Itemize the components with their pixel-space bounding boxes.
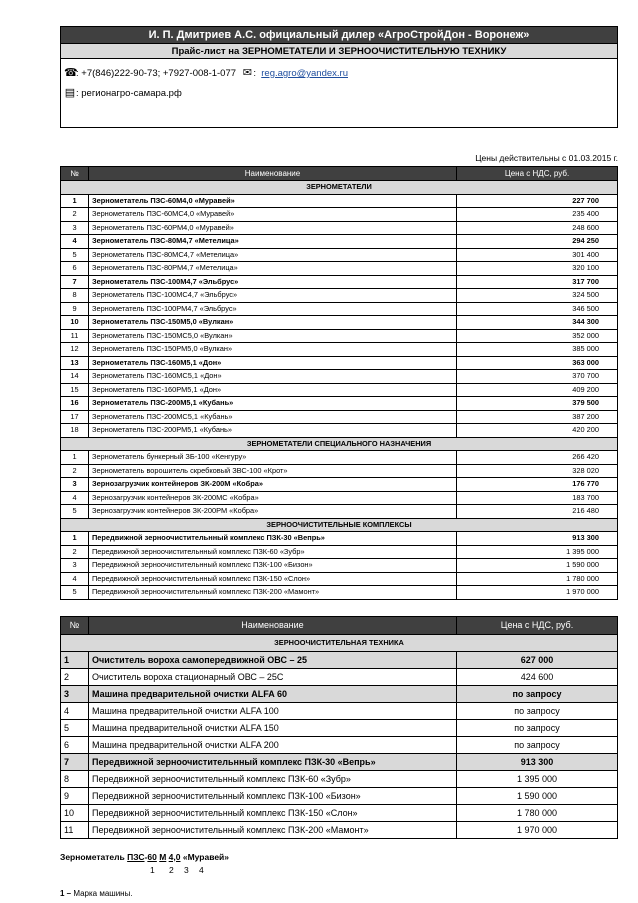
row-number: 9: [61, 302, 89, 316]
product-name: Зернометатель ПЗС-100МС4,7 «Эльбрус»: [89, 289, 457, 303]
mark-3: 3: [184, 864, 189, 875]
table-row: [61, 329, 618, 343]
table-row: [61, 410, 618, 424]
table-row: [61, 464, 618, 478]
mail-icon: ✉: [242, 67, 252, 79]
dealer-title: И. П. Дмитриев А.С. официальный дилер «АгроСтройДон - Воронеж»: [61, 27, 618, 44]
product-price: 1 970 000: [457, 821, 618, 838]
table-row: [61, 804, 618, 821]
col-name: Наименование: [89, 616, 457, 634]
product-name: Очиститель вороха самопередвижной ОВС – 25: [89, 651, 457, 668]
table-row: [61, 397, 618, 411]
product-price: 420 200: [457, 424, 618, 438]
product-name: Зернометатель ПЗС-200М5,1 «Кубань»: [89, 397, 457, 411]
product-name: Зернометатель ПЗС-80РМ4,7 «Метелица»: [89, 262, 457, 276]
computer-icon: ▤: [64, 87, 76, 99]
product-name: Зернометатель ПЗС-100РМ4,7 «Эльбрус»: [89, 302, 457, 316]
row-number: 1: [61, 194, 89, 208]
section-title: ЗЕРНОМЕТАТЕЛИ СПЕЦИАЛЬНОГО НАЗНАЧЕНИЯ: [61, 437, 618, 451]
row-number: 8: [61, 289, 89, 303]
product-price: по запросу: [457, 702, 618, 719]
table-row: [61, 262, 618, 276]
product-price: 1 780 000: [457, 804, 618, 821]
table-row: [61, 343, 618, 357]
product-name: Зернометатель ПЗС-60МС4,0 «Муравей»: [89, 208, 457, 222]
row-number: 4: [61, 235, 89, 249]
row-number: 2: [61, 208, 89, 222]
product-name: Передвижной зерноочистительнный комплекс ПЗК-60 «Зубр»: [89, 545, 457, 559]
decode-prefix: Зернометатель: [60, 851, 128, 862]
row-number: 3: [61, 221, 89, 235]
model-decode: [60, 851, 618, 863]
row-number: 13: [61, 356, 89, 370]
table-row: [61, 702, 618, 719]
decode-part-4: 4,0: [168, 851, 181, 862]
col-price: Цена с НДС, руб.: [457, 616, 618, 634]
price-list-subtitle: Прайс-лист на ЗЕРНОМЕТАТЕЛИ И ЗЕРНООЧИСТИТЕЛЬНУЮ ТЕХНИКУ: [61, 44, 618, 59]
table-row: [61, 505, 618, 519]
row-number: 2: [61, 545, 89, 559]
product-price: 320 100: [457, 262, 618, 276]
decode-part-3: М: [159, 851, 167, 862]
section-row: [61, 634, 618, 651]
table-row: [61, 545, 618, 559]
price-table-2: [60, 616, 618, 839]
product-price: 379 500: [457, 397, 618, 411]
table-row: [61, 491, 618, 505]
contact-line: [64, 63, 614, 83]
product-price: 183 700: [457, 491, 618, 505]
col-name: Наименование: [89, 167, 457, 181]
table-row: [61, 651, 618, 668]
product-price: 346 500: [457, 302, 618, 316]
site-line: [64, 83, 614, 103]
table-row: [61, 572, 618, 586]
section-title: ЗЕРНОМЕТАТЕЛИ: [61, 181, 618, 195]
product-price: 1 395 000: [457, 545, 618, 559]
row-number: 4: [61, 572, 89, 586]
mark-2: 2: [169, 864, 174, 875]
row-number: 6: [61, 736, 89, 753]
row-number: 11: [61, 821, 89, 838]
product-name: Передвижной зерноочистительнный комплекс ПЗК-100 «Бизон»: [89, 787, 457, 804]
table-row: [61, 383, 618, 397]
product-price: 248 600: [457, 221, 618, 235]
mark-4: 4: [199, 864, 204, 875]
row-number: 3: [61, 478, 89, 492]
section-title: ЗЕРНООЧИСТИТЕЛЬНЫЕ КОМПЛЕКСЫ: [61, 518, 618, 532]
price-list-page: [60, 26, 618, 898]
product-price: 1 970 000: [457, 586, 618, 600]
product-price: 1 590 000: [457, 787, 618, 804]
product-price: 176 770: [457, 478, 618, 492]
product-name: Передвижной зерноочистительнный комплекс ПЗК-200 «Мамонт»: [89, 821, 457, 838]
decode-part-2: 60: [147, 851, 157, 862]
row-number: 14: [61, 370, 89, 384]
legend-text: Марка машины.: [71, 888, 133, 898]
product-price: 301 400: [457, 248, 618, 262]
product-price: 317 700: [457, 275, 618, 289]
product-price: 385 000: [457, 343, 618, 357]
row-number: 5: [61, 248, 89, 262]
decode-suffix: «Муравей»: [180, 851, 229, 862]
table-row: [61, 787, 618, 804]
site: : регионагро-самара.рф: [76, 88, 182, 99]
table-row: [61, 559, 618, 573]
product-name: Зернометатель ПЗС-60М4,0 «Муравей»: [89, 194, 457, 208]
row-number: 5: [61, 719, 89, 736]
validity-note: Цены действительны с 01.03.2015 г.: [475, 153, 618, 163]
table-row: [61, 736, 618, 753]
table-row: [61, 221, 618, 235]
table-row: [61, 451, 618, 465]
row-number: 1: [61, 451, 89, 465]
product-price: 324 500: [457, 289, 618, 303]
product-name: Зернометатель ПЗС-150РМ5,0 «Вулкан»: [89, 343, 457, 357]
phone-icon: ☎: [64, 67, 78, 79]
section-row: [61, 518, 618, 532]
row-number: 4: [61, 491, 89, 505]
decode-marks: [60, 863, 618, 877]
row-number: 2: [61, 464, 89, 478]
email-link[interactable]: reg.agro@yandex.ru: [261, 68, 348, 79]
product-price: 424 600: [457, 668, 618, 685]
product-price: 913 300: [457, 753, 618, 770]
product-name: Передвижной зерноочистительнный комплекс ПЗК-100 «Бизон»: [89, 559, 457, 573]
row-number: 15: [61, 383, 89, 397]
table-row: [61, 668, 618, 685]
product-name: Машина предварительной очистки ALFA 60: [89, 685, 457, 702]
product-price: 227 700: [457, 194, 618, 208]
product-price: 913 300: [457, 532, 618, 546]
product-name: Зернометатель ПЗС-160МС5,1 «Дон»: [89, 370, 457, 384]
table-row: [61, 235, 618, 249]
section-row: [61, 437, 618, 451]
row-number: 16: [61, 397, 89, 411]
product-price: 216 480: [457, 505, 618, 519]
row-number: 6: [61, 262, 89, 276]
table-row: [61, 424, 618, 438]
table-row: [61, 478, 618, 492]
product-name: Машина предварительной очистки ALFA 200: [89, 736, 457, 753]
row-number: 5: [61, 586, 89, 600]
product-price: по запросу: [457, 719, 618, 736]
row-number: 12: [61, 343, 89, 357]
row-number: 10: [61, 316, 89, 330]
product-name: Машина предварительной очистки ALFA 150: [89, 719, 457, 736]
product-name: Передвижной зерноочистительнный комплекс ПЗК-60 «Зубр»: [89, 770, 457, 787]
row-number: 1: [61, 651, 89, 668]
legend: [60, 889, 618, 898]
contacts: [61, 59, 618, 128]
table-row: [61, 302, 618, 316]
row-number: 7: [61, 753, 89, 770]
product-name: Зернометатель ПЗС-150МС5,0 «Вулкан»: [89, 329, 457, 343]
col-number: №: [61, 616, 89, 634]
table-row: [61, 194, 618, 208]
table-row: [61, 719, 618, 736]
row-number: 2: [61, 668, 89, 685]
product-price: 627 000: [457, 651, 618, 668]
col-number: №: [61, 167, 89, 181]
product-price: по запросу: [457, 736, 618, 753]
product-price: 409 200: [457, 383, 618, 397]
row-number: 9: [61, 787, 89, 804]
row-number: 17: [61, 410, 89, 424]
product-name: Зернометатель ПЗС-100М4,7 «Эльбрус»: [89, 275, 457, 289]
product-name: Зернозагрузчик контейнеров ЗК-200РМ «Кобра»: [89, 505, 457, 519]
product-name: Зернометатель ворошитель скребковый ЗВС-100 «Крот»: [89, 464, 457, 478]
table-row: [61, 532, 618, 546]
product-price: 387 200: [457, 410, 618, 424]
product-name: Передвижной зерноочистительнный комплекс ПЗК-150 «Слон»: [89, 572, 457, 586]
product-price: 1 395 000: [457, 770, 618, 787]
product-name: Зернометатель ПЗС-200МС5,1 «Кубань»: [89, 410, 457, 424]
table-row: [61, 275, 618, 289]
product-name: Зернометатель ПЗС-80МС4,7 «Метелица»: [89, 248, 457, 262]
product-price: 1 590 000: [457, 559, 618, 573]
row-number: 3: [61, 559, 89, 573]
product-price: 266 420: [457, 451, 618, 465]
product-price: 235 400: [457, 208, 618, 222]
row-number: 5: [61, 505, 89, 519]
product-name: Зернометатель ПЗС-60РМ4,0 «Муравей»: [89, 221, 457, 235]
phones: : +7(846)222-90-73; +7927-008-1-077: [76, 68, 237, 79]
product-name: Зернозагрузчик контейнеров ЗК-200М «Кобра»: [89, 478, 457, 492]
table-row: [61, 316, 618, 330]
product-price: 352 000: [457, 329, 618, 343]
table-row: [61, 753, 618, 770]
table-row: [61, 356, 618, 370]
product-name: Зернометатель бункерный ЗБ-100 «Кенгуру»: [89, 451, 457, 465]
table-row: [61, 248, 618, 262]
decode-sep: -: [144, 851, 148, 862]
product-price: по запросу: [457, 685, 618, 702]
product-name: Зернометатель ПЗС-150М5,0 «Вулкан»: [89, 316, 457, 330]
product-name: Очиститель вороха стационарный ОВС – 25С: [89, 668, 457, 685]
product-name: Зернометатель ПЗС-160М5,1 «Дон»: [89, 356, 457, 370]
section-row: [61, 181, 618, 195]
row-number: 4: [61, 702, 89, 719]
table-row: [61, 586, 618, 600]
legend-number: 1 –: [60, 888, 72, 898]
product-price: 294 250: [457, 235, 618, 249]
row-number: 3: [61, 685, 89, 702]
product-name: Передвижной зерноочистительнный комплекс ПЗК-150 «Слон»: [89, 804, 457, 821]
product-name: Передвижной зерноочистительнный комплекс ПЗК-30 «Вепрь»: [89, 753, 457, 770]
table-row: [61, 685, 618, 702]
table-row: [61, 770, 618, 787]
table-row: [61, 821, 618, 838]
product-name: Зернометатель ПЗС-80М4,7 «Метелица»: [89, 235, 457, 249]
row-number: 7: [61, 275, 89, 289]
product-price: 370 700: [457, 370, 618, 384]
product-name: Передвижной зерноочистительнный комплекс ПЗК-200 «Мамонт»: [89, 586, 457, 600]
header-box: [60, 26, 618, 128]
row-number: 1: [61, 532, 89, 546]
decode-part-1: ПЗС: [127, 851, 145, 862]
table-row: [61, 370, 618, 384]
product-name: Машина предварительной очистки ALFA 100: [89, 702, 457, 719]
price-table-1: [60, 166, 618, 600]
row-number: 10: [61, 804, 89, 821]
row-number: 18: [61, 424, 89, 438]
table-row: [61, 208, 618, 222]
row-number: 11: [61, 329, 89, 343]
row-number: 8: [61, 770, 89, 787]
product-name: Зернозагрузчик контейнеров ЗК-200МС «Кобра»: [89, 491, 457, 505]
mark-1: 1: [150, 864, 155, 875]
product-price: 344 300: [457, 316, 618, 330]
product-price: 328 020: [457, 464, 618, 478]
table-row: [61, 289, 618, 303]
product-name: Передвижной зерноочистительнный комплекс ПЗК-30 «Вепрь»: [89, 532, 457, 546]
email-prefix: :: [253, 68, 256, 79]
product-price: 1 780 000: [457, 572, 618, 586]
section-title: ЗЕРНООЧИСТИТЕЛЬНАЯ ТЕХНИКА: [61, 634, 618, 651]
product-name: Зернометатель ПЗС-200РМ5,1 «Кубань»: [89, 424, 457, 438]
product-name: Зернометатель ПЗС-160РМ5,1 «Дон»: [89, 383, 457, 397]
col-price: Цена с НДС, руб.: [457, 167, 618, 181]
product-price: 363 000: [457, 356, 618, 370]
